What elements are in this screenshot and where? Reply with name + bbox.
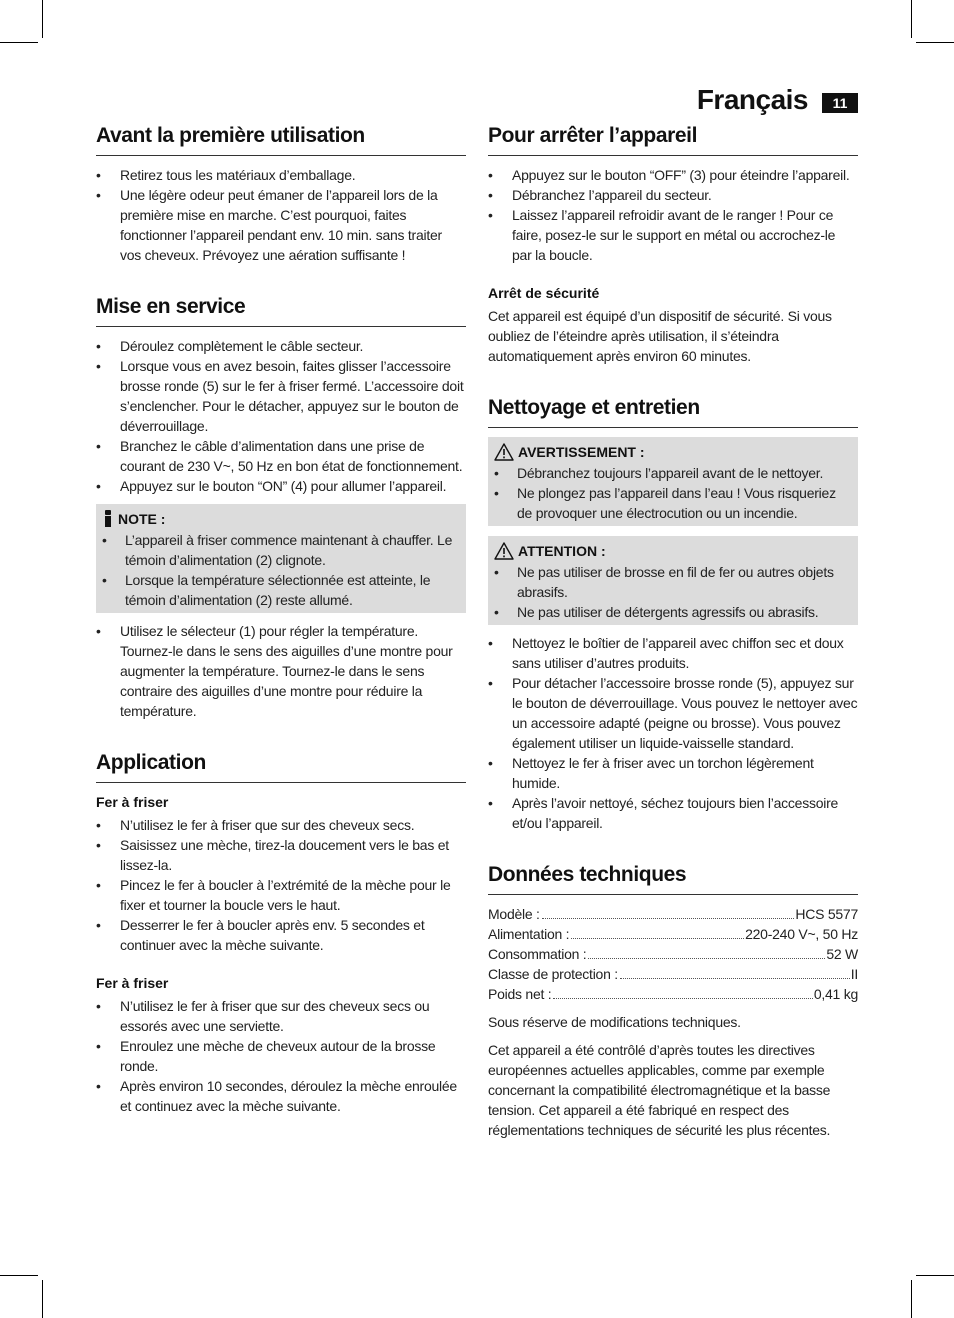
spec-label: Alimentation : bbox=[488, 926, 570, 942]
crop-mark bbox=[42, 0, 43, 38]
list-item: • Débranchez toujours l’appareil avant de le nettoyer. bbox=[494, 463, 852, 483]
list-item: • Branchez le câble d’alimentation dans une prise de courant de 230 V~, 50 Hz en bon état de fonctionnement. bbox=[96, 436, 466, 476]
list-item: • Nettoyez le boîtier de l’appareil avec chiffon sec et doux sans utiliser d’autres produits. bbox=[488, 633, 858, 673]
note-title: NOTE : bbox=[118, 511, 166, 527]
page-number: 11 bbox=[822, 93, 858, 113]
bullet-list bbox=[102, 530, 460, 610]
spec-row bbox=[488, 964, 858, 984]
crop-mark bbox=[916, 42, 954, 43]
spec-value: HCS 5577 bbox=[795, 906, 858, 922]
right-column bbox=[488, 122, 858, 1140]
list-item: • Une légère odeur peut émaner de l’appareil lors de la première mise en marche. C’est pourquoi, faites fonctionner l’appareil pendant env. 10 min. sans traiter vos cheveux. Prévoyez une aération suffisante ! bbox=[96, 185, 466, 265]
paragraph: Cet appareil est équipé d’un dispositif de sécurité. Si vous oubliez de l’éteindre après utilisation, il s’éteindra automatiquement après environ 60 minutes. bbox=[488, 308, 832, 364]
section-nettoyage bbox=[488, 394, 858, 833]
spec-label: Modèle : bbox=[488, 906, 540, 922]
attention-title: ATTENTION : bbox=[518, 543, 606, 559]
paragraph: Cet appareil a été contrôlé d’après toutes les directives européennes actuelles applicables, comme par exemple concernant la compatibilité électromagnétique et la basse tension. Cet appareil a été fabriqué en respect des réglementations techniques de sécurité les plus récentes. bbox=[488, 1042, 831, 1138]
warning-title: AVERTISSEMENT : bbox=[518, 444, 645, 460]
bullet-list bbox=[494, 463, 852, 523]
list-item: • Ne plongez pas l’appareil dans l’eau ! Vous risqueriez de provoquer une électrocution ou un incendie. bbox=[494, 483, 852, 523]
crop-mark bbox=[42, 1280, 43, 1318]
info-icon bbox=[102, 510, 114, 528]
list-item: • Enroulez une mèche de cheveux autour de la brosse ronde. bbox=[96, 1036, 466, 1076]
crop-mark bbox=[916, 1275, 954, 1276]
subsection-title: Fer à friser bbox=[96, 975, 169, 991]
spec-row bbox=[488, 904, 858, 924]
section-title: Application bbox=[96, 749, 466, 783]
list-item: • Utilisez le sélecteur (1) pour régler la température. Tournez-le dans le sens des aiguilles d’une montre pour augmenter la température. Tournez-le dans le sens contraire des aiguilles d’une montre pour réduire la température. bbox=[96, 621, 466, 721]
section-title: Données techniques bbox=[488, 861, 858, 895]
list-item: • Appuyez sur le bouton “OFF” (3) pour éteindre l’appareil. bbox=[488, 165, 858, 185]
list-item: • Desserrer le fer à boucler après env. 5 secondes et continuer avec la mèche suivante. bbox=[96, 915, 466, 955]
bullet-list bbox=[96, 336, 466, 496]
spec-row bbox=[488, 984, 858, 1004]
list-item: • Lorsque la température sélectionnée est atteinte, le témoin d’alimentation (2) reste allumé. bbox=[102, 570, 460, 610]
list-item: • N’utilisez le fer à friser que sur des cheveux secs. bbox=[96, 815, 466, 835]
section-avant bbox=[96, 122, 466, 265]
paragraph: Sous réserve de modifications techniques. bbox=[488, 1014, 741, 1030]
spec-label: Consommation : bbox=[488, 946, 587, 962]
crop-mark bbox=[0, 1275, 38, 1276]
crop-mark bbox=[0, 42, 38, 43]
list-item: • Après environ 10 secondes, déroulez la mèche enroulée et continuez avec la mèche suivante. bbox=[96, 1076, 466, 1116]
list-item: • Après l’avoir nettoyé, séchez toujours bien l’accessoire et/ou l’appareil. bbox=[488, 793, 858, 833]
list-item: • Ne pas utiliser de brosse en fil de fer ou autres objets abrasifs. bbox=[494, 562, 852, 602]
section-donnees-techniques bbox=[488, 861, 858, 1140]
list-item: • Saisissez une mèche, tirez-la doucement vers le bas et lissez-la. bbox=[96, 835, 466, 875]
subsection-title: Arrêt de sécurité bbox=[488, 285, 600, 301]
list-item: • L’appareil à friser commence maintenant à chauffer. Le témoin d’alimentation (2) clignote. bbox=[102, 530, 460, 570]
list-item: • Débranchez l’appareil du secteur. bbox=[488, 185, 858, 205]
spec-label: Poids net : bbox=[488, 986, 552, 1002]
list-item: • Laissez l’appareil refroidir avant de le ranger ! Pour ce faire, posez-le sur le support en métal ou accrochez-le par la boucle. bbox=[488, 205, 858, 265]
spec-table bbox=[488, 904, 858, 1004]
section-mise-en-service bbox=[96, 293, 466, 721]
bullet-list bbox=[96, 621, 466, 721]
section-arreter bbox=[488, 122, 858, 366]
list-item: • Pour détacher l’accessoire brosse ronde (5), appuyez sur le bouton de déverrouillage. Vous pouvez le nettoyer avec un accessoire adapté (peigne ou brosse). Vous pouvez également utiliser un liquide-vaisselle standard. bbox=[488, 673, 858, 753]
bullet-list bbox=[96, 996, 466, 1116]
section-application bbox=[96, 749, 466, 1116]
spec-label: Classe de protection : bbox=[488, 966, 618, 982]
left-column bbox=[96, 122, 466, 1116]
section-title: Nettoyage et entretien bbox=[488, 394, 858, 428]
warning-triangle-icon bbox=[494, 443, 514, 461]
bullet-list bbox=[488, 165, 858, 265]
list-item: • Déroulez complètement le câble secteur. bbox=[96, 336, 466, 356]
page-language-title: Français bbox=[696, 84, 808, 115]
bullet-list bbox=[494, 562, 852, 622]
spec-value: 220-240 V~, 50 Hz bbox=[745, 926, 858, 942]
list-item: • Appuyez sur le bouton “ON” (4) pour allumer l’appareil. bbox=[96, 476, 466, 496]
bullet-list bbox=[96, 815, 466, 955]
list-item: • Ne pas utiliser de détergents agressifs ou abrasifs. bbox=[494, 602, 852, 622]
list-item: • Pincez le fer à boucler à l’extrémité de la mèche pour le fixer et tourner la boucle vers le haut. bbox=[96, 875, 466, 915]
subsection-title: Fer à friser bbox=[96, 794, 169, 810]
section-title: Pour arrêter l’appareil bbox=[488, 122, 858, 156]
spec-value: 0,41 kg bbox=[813, 986, 858, 1002]
bullet-list bbox=[96, 165, 466, 265]
warning-box bbox=[488, 437, 858, 526]
bullet-list bbox=[488, 633, 858, 833]
section-title: Mise en service bbox=[96, 293, 466, 327]
spec-row bbox=[488, 944, 858, 964]
list-item: • N’utilisez le fer à friser que sur des cheveux secs ou essorés avec une serviette. bbox=[96, 996, 466, 1036]
list-item: • Lorsque vous en avez besoin, faites glisser l’accessoire brosse ronde (5) sur le fer à friser fermé. L’accessoire doit s’enclencher. Pour le détacher, appuyez sur le bouton de déverrouillage. bbox=[96, 356, 466, 436]
attention-box bbox=[488, 536, 858, 625]
list-item: • Retirez tous les matériaux d’emballage. bbox=[96, 165, 466, 185]
crop-mark bbox=[911, 1280, 912, 1318]
note-box bbox=[96, 504, 466, 613]
spec-value: 52 W bbox=[826, 946, 858, 962]
warning-triangle-icon bbox=[494, 542, 514, 560]
list-item: • Nettoyez le fer à friser avec un torchon légèrement humide. bbox=[488, 753, 858, 793]
spec-row bbox=[488, 924, 858, 944]
spec-value: II bbox=[850, 966, 858, 982]
section-title: Avant la première utilisation bbox=[96, 122, 466, 156]
crop-mark bbox=[911, 0, 912, 38]
